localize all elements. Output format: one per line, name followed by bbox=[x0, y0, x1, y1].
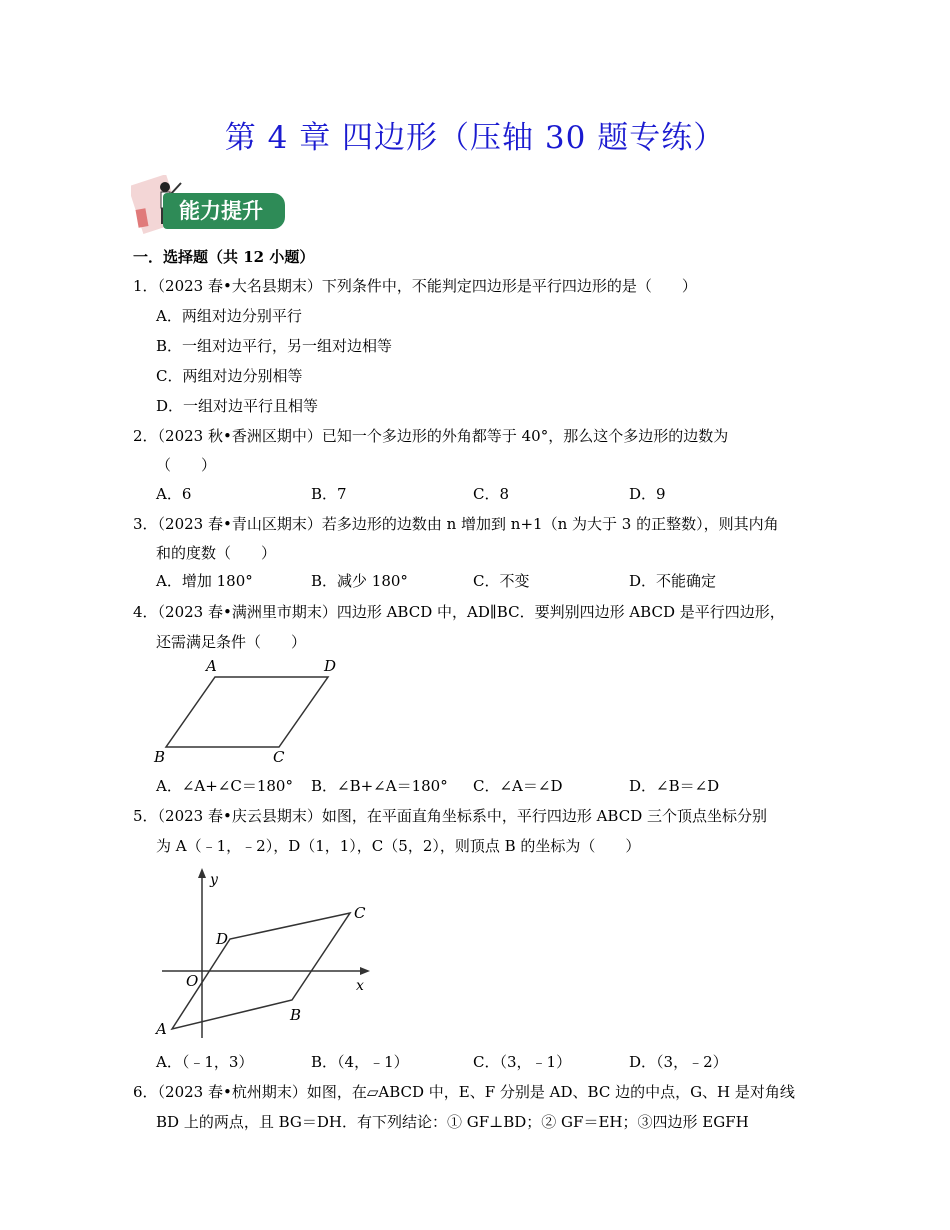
label-x: x bbox=[356, 978, 364, 994]
q3-option-b: B．减少 180° bbox=[311, 572, 408, 590]
q5-coordinate-figure bbox=[150, 862, 380, 1042]
q5-option-d: D．（3，﹣2） bbox=[629, 1053, 728, 1071]
q4-option-b: B．∠B+∠A＝180° bbox=[311, 777, 448, 795]
q5-stem-cont: 为 A（﹣1，﹣2），D（1，1），C（5，2），则顶点 B 的坐标为（ ） bbox=[156, 837, 641, 855]
q2-option-a: A．6 bbox=[156, 485, 192, 503]
label-y: y bbox=[210, 872, 218, 888]
q2-stem: 2．（2023 秋•香洲区期中）已知一个多边形的外角都等于 40°，那么这个多边形的边数为 bbox=[133, 427, 729, 445]
x-axis-arrow bbox=[360, 967, 370, 975]
q6-stem: 6．（2023 春•杭州期末）如图，在▱ABCD 中，E、F 分别是 AD、BC 边的中点，G、H 是对角线 bbox=[133, 1083, 795, 1101]
q4-option-c: C．∠A＝∠D bbox=[473, 777, 563, 795]
q1-stem: 1．（2023 春•大名县期末）下列条件中，不能判定四边形是平行四边形的是（ ） bbox=[133, 277, 697, 295]
label-b: B bbox=[154, 748, 166, 766]
y-axis-arrow bbox=[198, 868, 206, 878]
q1-option-a: A．两组对边分别平行 bbox=[156, 307, 302, 325]
q3-stem: 3．（2023 春•青山区期末）若多边形的边数由 n 增加到 n+1（n 为大于 3 的正整数），则其内角 bbox=[133, 515, 779, 533]
q1-option-c: C．两组对边分别相等 bbox=[156, 367, 303, 385]
label-d: D bbox=[324, 657, 337, 675]
q4-stem: 4．（2023 春•满洲里市期末）四边形 ABCD 中，AD∥BC．要判别四边形 ABCD 是平行四边形， bbox=[133, 603, 785, 621]
q1-option-d: D．一组对边平行且相等 bbox=[156, 397, 319, 415]
label-b: B bbox=[290, 1006, 302, 1024]
q2-option-c: C．8 bbox=[473, 485, 510, 503]
q3-option-d: D．不能确定 bbox=[629, 572, 717, 590]
section-heading: 一．选择题（共 12 小题） bbox=[133, 248, 315, 266]
q4-stem-cont: 还需满足条件（ ） bbox=[156, 633, 307, 651]
q3-stem-cont: 和的度数（ ） bbox=[156, 544, 277, 562]
ability-badge bbox=[131, 175, 287, 235]
q2-stem-cont: （ ） bbox=[156, 456, 217, 474]
label-origin: O bbox=[186, 972, 199, 990]
q2-option-d: D．9 bbox=[629, 485, 666, 503]
q5-option-a: A．（﹣1，3） bbox=[156, 1053, 254, 1071]
q4-parallelogram-figure bbox=[150, 655, 350, 770]
q1-option-b: B．一组对边平行，另一组对边相等 bbox=[156, 337, 393, 355]
label-d: D bbox=[216, 930, 229, 948]
q5-stem: 5．（2023 春•庆云县期末）如图，在平面直角坐标系中，平行四边形 ABCD 三个顶点坐标分别 bbox=[133, 807, 768, 825]
q4-option-a: A．∠A+∠C＝180° bbox=[156, 777, 293, 795]
q4-option-d: D．∠B＝∠D bbox=[629, 777, 720, 795]
q5-option-c: C．（3，﹣1） bbox=[473, 1053, 572, 1071]
page-title: 第 4 章 四边形（压轴 30 题专练） bbox=[224, 120, 726, 156]
label-c: C bbox=[354, 904, 366, 922]
badge-label: 能力提升 bbox=[179, 199, 263, 223]
q3-option-a: A．增加 180° bbox=[156, 572, 253, 590]
q5-option-b: B．（4，﹣1） bbox=[311, 1053, 409, 1071]
label-a: A bbox=[156, 1020, 167, 1038]
label-a: A bbox=[206, 657, 217, 675]
q3-option-c: C．不变 bbox=[473, 572, 530, 590]
q6-stem-cont: BD 上的两点，且 BG＝DH．有下列结论：① GF⊥BD；② GF＝EH；③四边形 EGFH bbox=[156, 1113, 749, 1131]
parallelogram-abcd bbox=[166, 677, 328, 747]
label-c: C bbox=[273, 748, 285, 766]
q2-option-b: B．7 bbox=[311, 485, 347, 503]
